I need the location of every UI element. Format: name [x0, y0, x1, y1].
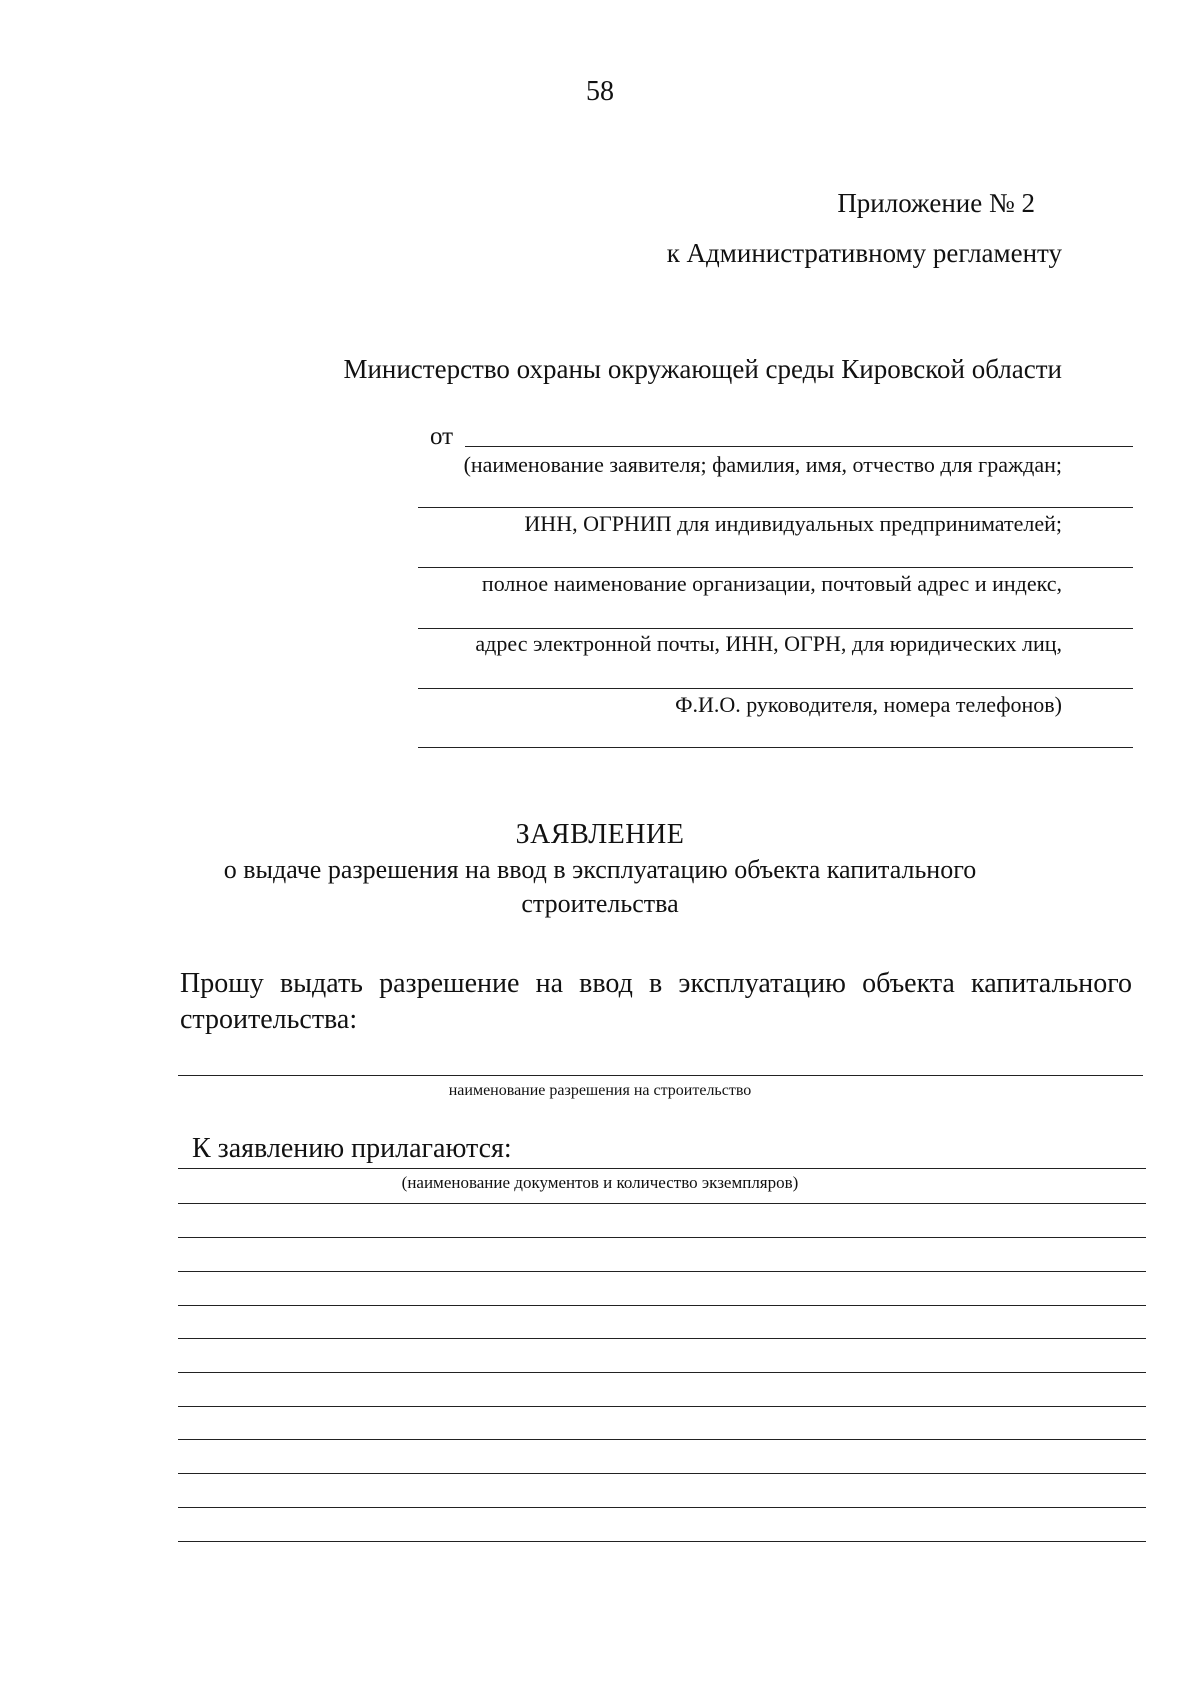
documents-line-2: [178, 1237, 1146, 1238]
statement-subtitle-line-2: строительства: [521, 889, 679, 918]
documents-line-1: [178, 1203, 1146, 1204]
documents-line-11: [178, 1541, 1146, 1542]
permit-name-caption: наименование разрешения на строительство: [448, 1082, 752, 1099]
applicant-hint-2: ИНН, ОГРНИП для индивидуальных предпринимателей;: [524, 511, 1062, 536]
applicant-line-4: [418, 628, 1133, 629]
applicant-hint-1: (наименование заявителя; фамилия, имя, отчество для граждан;: [463, 452, 1062, 477]
permit-name-line: [178, 1075, 1143, 1076]
documents-line-5: [178, 1338, 1146, 1339]
documents-line-3: [178, 1271, 1146, 1272]
page-number: 58: [586, 76, 614, 107]
request-text-line-1: Прошу выдать разрешение на ввод в эксплуатацию объекта капитального: [180, 968, 1132, 999]
appendix-reference: к Административному регламенту: [666, 238, 1062, 268]
statement-title: ЗАЯВЛЕНИЕ: [515, 819, 685, 850]
request-text-line-2: строительства:: [180, 1004, 358, 1035]
applicant-line-3: [418, 567, 1133, 568]
documents-line-7: [178, 1406, 1146, 1407]
documents-line-8: [178, 1439, 1146, 1440]
applicant-line-6: [418, 747, 1133, 748]
attachments-line: [178, 1168, 1146, 1169]
documents-line-4: [178, 1305, 1146, 1306]
applicant-hint-3: полное наименование организации, почтовый адрес и индекс,: [481, 571, 1062, 596]
documents-line-9: [178, 1473, 1146, 1474]
applicant-line-1: [465, 446, 1133, 447]
from-label: от: [430, 423, 454, 450]
applicant-hint-4: адрес электронной почты, ИНН, ОГРН, для юридических лиц,: [475, 631, 1062, 656]
statement-subtitle-line-1: о выдаче разрешения на ввод в эксплуатацию объекта капитального: [223, 855, 977, 884]
addressee: Министерство охраны окружающей среды Кировской области: [343, 354, 1062, 384]
appendix-title: Приложение № 2: [837, 188, 1035, 218]
documents-line-6: [178, 1372, 1146, 1373]
applicant-hint-5: Ф.И.О. руководителя, номера телефонов): [675, 692, 1062, 717]
applicant-line-2: [418, 507, 1133, 508]
documents-line-10: [178, 1507, 1146, 1508]
attachments-label: К заявлению прилагаются:: [192, 1133, 512, 1164]
documents-caption: (наименование документов и количество экземпляров): [401, 1173, 799, 1192]
applicant-line-5: [418, 688, 1133, 689]
